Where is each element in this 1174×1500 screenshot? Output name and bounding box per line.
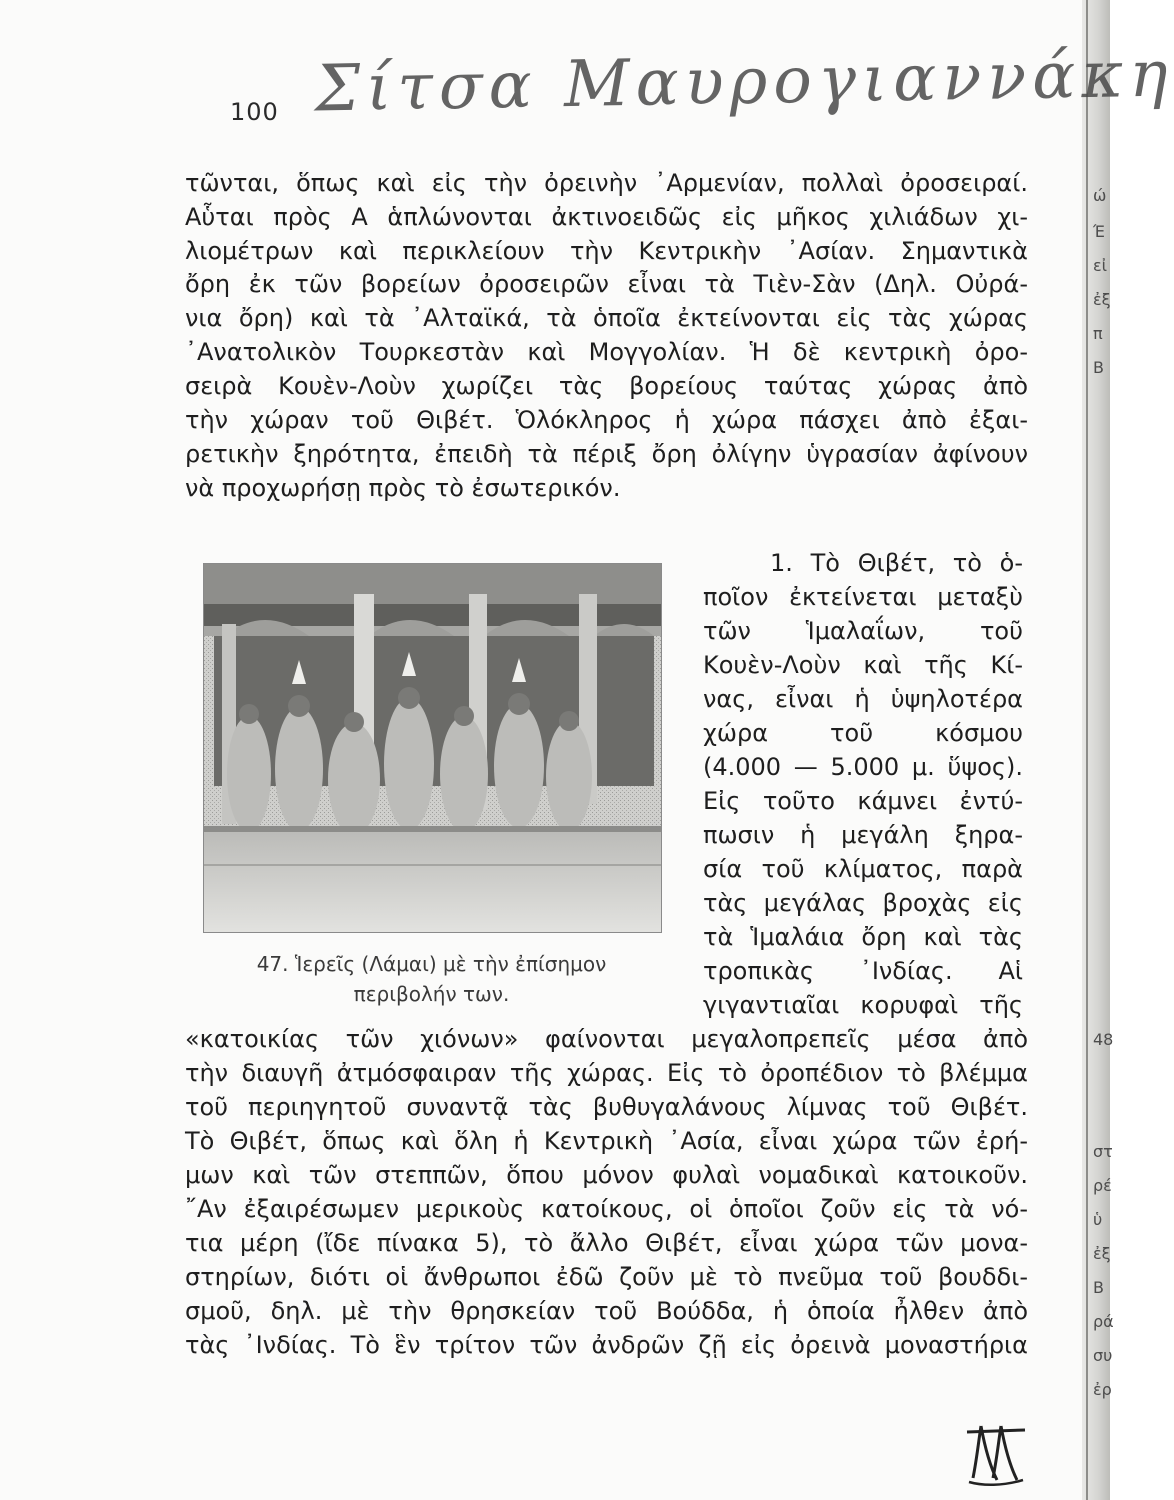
figure-caption-line: 47. Ἱερεῖς (Λάμαι) μὲ τὴν ἐπίσημον [256, 952, 607, 976]
top-paragraph-line: τῶνται, ὅπως καὶ εἰς τὴν ὀρεινὴν ᾿Αρμενίαν, πολλαὶ ὀροσειραί. [185, 169, 1028, 197]
tibet-column-line: σία τοῦ κλίματος, παρὰ [703, 855, 1023, 883]
figure-caption-line: περιβολήν των. [353, 982, 510, 1006]
tibet-column-line: 1. Τὸ Θιβέτ, τὸ ὁ- [770, 549, 1023, 577]
bottom-paragraph-line: τια μέρη (ἴδε πίνακα 5), τὸ ἄλλο Θιβέτ, εἶναι χώρα τῶν μονα- [185, 1229, 1028, 1257]
bottom-paragraph-line: στηρίων, διότι οἱ ἄνθρωποι ἐδῶ ζοῦν μὲ τὸ πνεῦμα τοῦ βουδδι- [185, 1263, 1028, 1291]
lama-priests-photo [203, 563, 662, 933]
adjacent-page-fragment: 48 [1093, 1030, 1114, 1049]
photo-illustration [204, 564, 661, 932]
adjacent-page-fragment: ἐξ [1093, 1244, 1111, 1263]
adjacent-page-fragment: ώ [1093, 186, 1107, 205]
adjacent-page-fragment: π [1093, 324, 1103, 343]
page-edge-line [1086, 0, 1088, 1500]
bottom-paragraph-line: «κατοικίας τῶν χιόνων» φαίνονται μεγαλοπρεπεῖς μέσα ἀπὸ [185, 1025, 1028, 1053]
adjacent-page-fragment: Β [1093, 358, 1104, 377]
adjacent-page-fragment: ὑ [1093, 1210, 1103, 1229]
bottom-paragraph-line: τὴν διαυγῆ ἀτμόσφαιραν τῆς χώρας. Εἰς τὸ ὀροπέδιον τὸ βλέμμα [185, 1059, 1028, 1087]
tibet-column-line: χώρα τοῦ κόσμου [703, 719, 1023, 747]
tibet-column-line: (4.000 — 5.000 μ. ὕψος). [703, 753, 1023, 781]
tibet-column-line: ποῖον ἐκτείνεται μεταξὺ [703, 583, 1023, 611]
top-paragraph-line: νια ὄρη) καὶ τὰ ᾿Αλταϊκά, τὰ ὁποῖα ἐκτείνονται εἰς τὰς χώρας [185, 304, 1028, 332]
adjacent-page-fragment: στ [1093, 1142, 1113, 1161]
tibet-column-line: Κουὲν-Λοὺν καὶ τῆς Κί- [703, 651, 1023, 679]
top-paragraph-line: νὰ προχωρήσῃ πρὸς τὸ ἐσωτερικόν. [185, 474, 621, 502]
bottom-paragraph-line: μων καὶ τῶν στεππῶν, ὅπου μόνον φυλαὶ νομαδικαὶ κατοικοῦν. [185, 1161, 1028, 1189]
top-paragraph-line: ρετικὴν ξηρότητα, ἐπειδὴ τὰ πέριξ ὄρη ὀλίγην ὑγρασίαν ἀφίνουν [185, 440, 1028, 468]
bottom-paragraph-line: τοῦ περιηγητοῦ συναντᾷ τὰς βυθυγαλάνους λίμνας τοῦ Θιβέτ. [185, 1093, 1028, 1121]
top-paragraph-line: σειρὰ Κουὲν-Λοὺν χωρίζει τὰς βορείους ταύτας χώρας ἀπὸ [185, 372, 1028, 400]
tibet-column-line: πωσιν ἡ μεγάλη ξηρα- [703, 821, 1023, 849]
top-paragraph-line: λιομέτρων καὶ περικλείουν τὴν Κεντρικὴν ᾿Ασίαν. Σημαντικὰ [185, 237, 1028, 265]
tibet-column-line: Εἰς τοῦτο κάμνει ἐντύ- [703, 787, 1023, 815]
page-number: 100 [230, 98, 279, 126]
tibet-column-line: τὰς μεγάλας βροχὰς εἰς [703, 889, 1023, 917]
top-paragraph-line: τὴν χώραν τοῦ Θιβέτ. Ὁλόκληρος ἡ χώρα πάσχει ἀπὸ ἐξαι- [185, 406, 1028, 434]
top-paragraph-line: ὄρη ἐκ τῶν βορείων ὀροσειρῶν εἶναι τὰ Τιὲν-Σὰν (Δηλ. Οὐρά- [185, 270, 1028, 298]
handwritten-initials-mark [963, 1418, 1029, 1490]
tibet-column-line: γιγαντιαῖαι κορυφαὶ τῆς [703, 991, 1023, 1019]
adjacent-page-fragment: ἐξ [1093, 290, 1111, 309]
top-paragraph-line: Αὗται πρὸς Α ἁπλώνονται ἀκτινοειδῶς εἰς μῆκος χιλιάδων χι- [185, 203, 1028, 231]
bottom-paragraph-line: σμοῦ, δηλ. μὲ τὴν θρησκείαν τοῦ Βούδδα, ἡ ὁποία ἦλθεν ἀπὸ [185, 1297, 1028, 1325]
adjacent-page-fragment: εἰ [1093, 256, 1108, 275]
top-paragraph-line: ᾿Ανατολικὸν Τουρκεστὰν καὶ Μογγολίαν. Ἡ δὲ κεντρικὴ ὀρο- [185, 338, 1028, 366]
tibet-column-line: τῶν Ἱμαλαΐων, τοῦ [703, 617, 1023, 645]
tibet-column-line: τὰ Ἱμαλάια ὄρη καὶ τὰς [703, 923, 1023, 951]
adjacent-page-fragment: Έ [1093, 222, 1105, 241]
handwritten-signature: Σίτσα Μαυρογιαννάκη [314, 37, 1174, 127]
adjacent-page-fragment: ρά [1093, 1312, 1114, 1331]
tibet-column-line: νας, εἶναι ἡ ὑψηλοτέρα [703, 685, 1023, 713]
bottom-paragraph-line: Τὸ Θιβέτ, ὅπως καὶ ὅλη ἡ Κεντρικὴ ᾿Ασία, εἶναι χώρα τῶν ἐρή- [185, 1127, 1028, 1155]
adjacent-page-fragment: συ [1093, 1346, 1113, 1365]
bottom-paragraph-line: τὰς ᾿Ινδίας. Τὸ ἓν τρίτον τῶν ἀνδρῶν ζῇ εἰς ὀρεινὰ μοναστήρια [185, 1331, 1028, 1359]
adjacent-page-fragment: Β [1093, 1278, 1104, 1297]
bottom-paragraph-line: ῎Αν ἐξαιρέσωμεν μερικοὺς κατοίκους, οἱ ὁποῖοι ζοῦν εἰς τὰ νό- [185, 1195, 1028, 1223]
tibet-column-line: τροπικὰς ᾿Ινδίας. Αἱ [703, 957, 1023, 985]
adjacent-page-fragment: ρέ [1093, 1176, 1112, 1195]
adjacent-page-fragment: ἐρ [1093, 1380, 1112, 1399]
